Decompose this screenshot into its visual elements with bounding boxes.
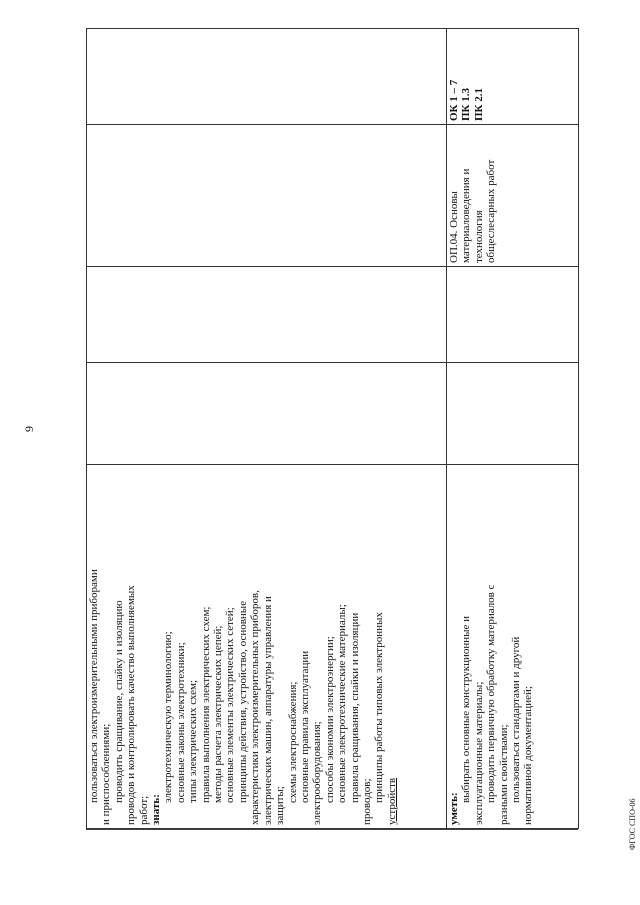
requirement-line: основные элементы электрических сетей; xyxy=(224,607,237,803)
requirement-line: основные законы электротехники; xyxy=(174,642,187,803)
requirement-line: защиты; xyxy=(274,786,287,825)
curriculum-table xyxy=(86,28,579,829)
requirement-line: электротехническую терминологию; xyxy=(162,631,175,803)
hours-class-cell xyxy=(447,267,579,363)
requirement-line: проводить сращивание, спайку и изоляцию xyxy=(112,600,125,803)
requirement-line: проводов; xyxy=(360,778,373,825)
discipline-line: ОП.04. Основы xyxy=(448,191,460,263)
section-heading: уметь: xyxy=(448,792,460,825)
requirement-line: основные электротехнические материалы; xyxy=(336,604,349,803)
requirement-line: пользоваться стандартами и другой xyxy=(510,636,523,803)
requirement-line: правила выполнения электрических схем; xyxy=(199,606,212,803)
requirement-line: пользоваться электроизмерительными приборами xyxy=(88,569,100,803)
table-row xyxy=(447,29,579,829)
requirement-line: эксплуатационные материалы; xyxy=(472,681,485,825)
competency-cell xyxy=(447,29,579,125)
hours-max-cell xyxy=(87,363,447,465)
requirement-line: типы электрических схем; xyxy=(187,679,200,803)
footer-rule xyxy=(86,829,578,830)
requirement-line: методы расчета электрических цепей; xyxy=(212,625,225,803)
requirements-cell xyxy=(447,465,579,829)
requirement-line: выбирать основные конструкционные и xyxy=(460,615,473,803)
competency-cell xyxy=(87,29,447,125)
discipline-line: технология xyxy=(472,210,485,263)
requirement-line: правила сращивания, спайки и изоляции xyxy=(348,612,361,803)
competency-code: ОК 1 – 7 xyxy=(448,79,460,121)
discipline-line: материаловедения и xyxy=(460,168,473,263)
requirement-line: и приспособлениями; xyxy=(100,723,113,825)
requirement-line: характеристики электроизмерительных приборов, xyxy=(249,590,262,825)
requirement-line: разными свойствами; xyxy=(497,724,510,825)
hours-max-cell xyxy=(447,363,579,465)
table-row xyxy=(87,29,447,829)
requirement-line: способы экономии электроэнергии; xyxy=(323,636,336,803)
discipline-line: общеслесарных работ xyxy=(485,159,498,263)
requirement-line: основные правила эксплуатации xyxy=(298,650,311,803)
requirements-cell xyxy=(87,465,447,829)
requirement-line: принципы работы типовых электронных xyxy=(373,612,386,803)
requirement-line: схемы электроснабжения; xyxy=(286,681,299,803)
requirement-line: проводов и контролировать качество выполняемых xyxy=(125,585,138,825)
hours-class-cell xyxy=(87,267,447,363)
discipline-cell xyxy=(87,125,447,267)
competency-code: ПК 2.1 xyxy=(472,87,485,121)
competency-code: ПК 1.3 xyxy=(460,87,473,121)
requirement-line: электрических машин, аппаратуры управления и xyxy=(261,596,274,825)
requirement-line: работ; xyxy=(137,795,150,825)
footer-code: ФГОС СПО-06 xyxy=(628,798,637,850)
requirement-line: проводить первичную обработку материалов с xyxy=(485,584,498,803)
rotated-table-frame xyxy=(86,29,578,829)
discipline-cell xyxy=(447,125,579,267)
requirement-line: электрооборудования; xyxy=(311,721,324,825)
requirement-line: принципы действия, устройство, основные xyxy=(236,600,249,803)
requirement-line: устройств xyxy=(385,777,398,825)
requirement-line: нормативной документацией; xyxy=(522,686,535,825)
section-heading: знать: xyxy=(150,794,163,825)
page-number: 9 xyxy=(22,426,36,432)
